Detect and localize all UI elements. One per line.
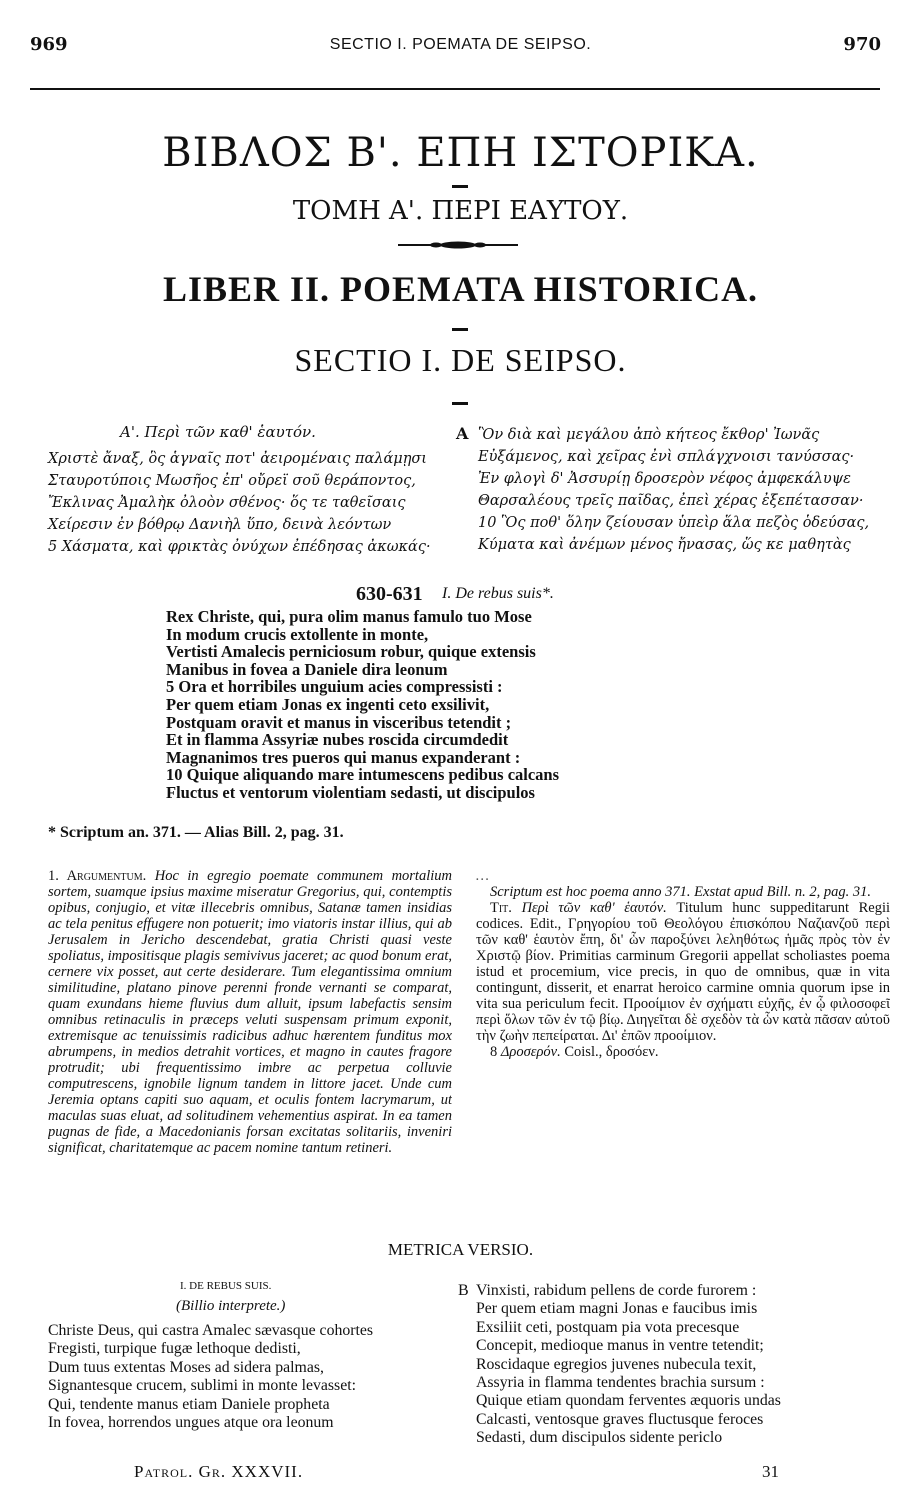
title-note-text: Titulum hunc suppeditarunt Regii codices. Edit., Γρηγορίου τοῦ Θεολόγου ἐπισκόπου Ναζιανζοῦ περὶ τῶν καθ' ἑαυτὸν ἔπη, δι' ὧν παροξύνει λεληθότως ἡμᾶς πρὸς τὸν ἐν Χριστῷ βίον. Primitias carminum Gregorii appellat scholiastes poema istud et procemium, vice precis, in quo de omnibus, quæ in vita contingunt, disserit, et enarrat heroico carmine omnia quorum ipse in vita sua periculum fecit. Προοίμιον ἐν σχήματι εὐχῆς, ἐν ᾧ φιλοσοφεῖ περὶ ὅλων τῶν ἐν τῷ βίῳ. Διηγεῖται δὲ σχεδὸν τὰ ὧν κατὰ πᾶσαν αὐτοῦ τὴν ζωὴν πεπείραται. Δι' ἐπῶν προοίμιον.: [476, 900, 890, 1044]
running-title: SECTIO I. POEMATA DE SEIPSO.: [329, 36, 592, 53]
verse-line: Quique etiam quondam ferventes æquoris undas: [476, 1392, 781, 1410]
prose-line: Postquam oravit et manus in visceribus tetendit ;: [166, 712, 512, 732]
verse-line: Per quem etiam magni Jonas e faucibus imis: [476, 1300, 758, 1318]
metrica-left-column: [48, 1322, 373, 1432]
prose-line: Fluctus et ventorum violentiam sedasti, ut discipulos: [166, 782, 535, 802]
greek-poem-right-column: [478, 424, 869, 556]
verse-line: Fregisti, turpique fugæ lethoque dedisti,: [48, 1340, 301, 1358]
verse-line: Exsiliit ceti, postquam pia vota precesque: [476, 1318, 740, 1336]
verse-line: Θαρσαλέους τρεῖς παῖδας, ἐπεὶ χέρας ἐξεπέτασσαν·: [478, 493, 864, 509]
title-dash: [452, 185, 468, 188]
greek-poem-left-column: [48, 448, 431, 558]
verse-line: Dum tuus extentas Moses ad sidera palmas,: [48, 1358, 324, 1376]
footer-sheet-number: 31: [762, 1462, 779, 1481]
metrica-right-column: [476, 1282, 781, 1448]
margin-letter: B: [458, 1282, 469, 1299]
verse-line: Χριστὲ ἄναξ, ὃς ἁγναῖς ποτ' ἀειρομέναις παλάμῃσι: [48, 451, 427, 467]
verse-line: Christe Deus, qui castra Amalec sævasque cohortes: [48, 1322, 374, 1339]
metrica-left-title: I. DE REBUS SUIS.: [180, 1280, 272, 1292]
note-number: 8: [490, 1044, 498, 1060]
verse-line: Signantesque crucem, sublimi in monte levasset:: [48, 1377, 356, 1395]
note-text: Coisl., δροσόεν.: [564, 1044, 659, 1060]
prose-line: Per quem etiam Jonas ex ingenti ceto exsilivit,: [166, 694, 490, 714]
prose-line: Vertisti Amalecis perniciosum robur, quique extensis: [166, 642, 536, 662]
prose-line: Rex Christe, qui, pura olim manus famulo tuo Mose: [166, 607, 532, 626]
metrica-heading: METRICA VERSIO.: [387, 1240, 534, 1259]
latin-prose-title: I. De rebus suis*.: [442, 585, 554, 602]
prose-line: Magnanimos tres pueros qui manus expanderant :: [166, 747, 521, 767]
greek-section-title: ΤΟΜΗ Α'. ΠΕΡΙ ΕΑΥΤΟΥ.: [292, 196, 629, 226]
verse-line: 10 Ὃς ποθ' ὅλην ζείουσαν ὑπεὶρ ἅλα πεζὸς ὁδεύσας,: [478, 515, 870, 531]
prose-line: Et in flamma Assyriæ nubes roscida circumdedit: [166, 730, 509, 750]
verse-line: Calcasti, ventosque graves fluctusque feroces: [476, 1410, 764, 1428]
running-header: [0, 34, 921, 60]
title-note-label: Tit.: [490, 900, 512, 916]
verse-line: 5 Χάσματα, καὶ φρικτὰς ὀνύχων ἐπέδησας ἀκωκάς·: [48, 539, 431, 555]
verse-line: Assyria in flamma tendentes brachia sursum :: [476, 1374, 765, 1392]
greek-poem-heading: Α'. Περὶ τῶν καθ' ἑαυτόν.: [120, 423, 316, 441]
verse-line: Ἔκλινας Ἀμαλὴκ ὀλοὸν σθένος· ὅς τε ταθεῖσαις: [48, 495, 406, 511]
title-note: [476, 900, 890, 1044]
greek-book-title: ΒΙΒΛΟΣ Β'. ΕΠΗ ΙΣΤΟΡΙΚΑ.: [162, 130, 759, 176]
verse-line: Σταυροτύποις Μωσῆος ἐπ' οὔρεϊ σοῦ θεράποντος,: [48, 473, 416, 489]
verse-line: Χείρεσιν ἐν βόθρῳ Δανιὴλ ὕπο, δεινὰ λεόντων: [48, 517, 392, 533]
margin-letter: A: [456, 424, 469, 443]
notes-right-column: [476, 868, 890, 1228]
metrica-left-subtitle: (Billio interprete.): [176, 1298, 286, 1314]
verse-line: Κύματα καὶ ἀνέμων μένος ἤνασας, ὥς κε μαθητὰς: [478, 537, 851, 553]
title-dash: [452, 402, 468, 405]
page-number-left: 969: [30, 34, 68, 55]
footer-signature: Patrol. Gr. XXXVII.: [134, 1462, 304, 1481]
header-rule: [30, 88, 880, 90]
notes-left-column: [48, 868, 452, 1240]
footnote: * Scriptum an. 371. — Alias Bill. 2, pag. 31.: [48, 824, 344, 841]
prose-line: 5 Ora et horribiles unguium acies compressisti :: [166, 677, 503, 697]
prose-line: 10 Quique aliquando mare intumescens pedibus calcans: [166, 765, 560, 785]
prose-line: Manibus in fovea a Daniele dira leonum: [166, 659, 448, 679]
title-dash: [452, 328, 468, 331]
verse-line: Qui, tendente manus etiam Daniele propheta: [48, 1395, 330, 1413]
latin-section-title: SECTIO I. DE SEIPSO.: [294, 342, 627, 378]
argument-text: Hoc in egregio poemate communem mortalium sortem, suamque ipsius maxime miseratur Gregorius, qui, contemptis opibus, conjugio, et vitæ illecebris omnibus, Satanæ tamen insidias ac tela penitus effugere non potuerit; imo viatoris instar illius, qui ab Jerusalem in Jericho descendebat, gratia Christi quasi veste spoliatus, impositisque plagis semivivus jaceret; ac quod bonum erat, cernere vix posset, aut certe desiderare. Tum elegantissima omnium similitudine, platano pinove perenni fronde vernanti se comparat, quam exundans hieme fluvius dum alluit, ipsum labefactis sensim omnibus retinaculis in præceps veluti suspensam primum exponit, extremisque ac tenuissimis radicibus adhuc hærentem funditus mox abrumpens, in medios detrahit vortices, et magno in cautes fragore protrudit; ubi frequentissimo imbre ac perpetua colluvie computrescens, ignobile lignum tandem in littore jacet. Unde cum Jeremia optans capiti suo aquam, et oculis fontem lacrymarum, ut maculas suas eluat, ad solitudinem vehementius aspirat. In ea tamen pugnas de fide, a Macedonianis forsan excitatas solitariis, inveniri significat, charitatemque ac pacem nomine tantum retineri.: [48, 868, 452, 1156]
column-numbers: 630-631: [356, 583, 423, 605]
verse-line: Sedasti, dum discipulos sidente periclo: [476, 1429, 723, 1447]
verse-line: In fovea, horrendos ungues atque ora leonum: [48, 1414, 334, 1432]
title-note-greek: Περὶ τῶν καθ' ἑαυτόν.: [521, 900, 667, 916]
verse-line: Concepit, medioque manus in ventre tetendit;: [476, 1337, 764, 1355]
verse-note-8: [476, 1044, 890, 1060]
verse-line: Vinxisti, rabidum pellens de corde furorem :: [476, 1282, 757, 1299]
page-number-right: 970: [843, 34, 881, 55]
note-lemma: Δροσερόν.: [500, 1044, 561, 1060]
ornament-rule: [398, 241, 518, 249]
latin-book-title: LIBER II. POEMATA HISTORICA.: [162, 269, 759, 309]
verse-line: Ἐν φλογὶ δ' Ἀσσυρίῃ δροσερὸν νέφος ἀμφεκάλυψε: [478, 471, 851, 487]
verse-line: Ὃν διὰ καὶ μεγάλου ἀπὸ κήτεος ἔκθορ' Ἰωνᾶς: [478, 427, 820, 443]
argument-label: 1. Argumentum.: [48, 868, 147, 884]
verse-line: Εὐξάμενος, καὶ χεῖρας ἐνὶ σπλάγχνοισι τανύσσας·: [478, 449, 855, 465]
scriptum-note: Scriptum est hoc poema anno 371. Exstat apud Bill. n. 2, pag. 31.: [490, 884, 871, 900]
prose-line: In modum crucis extollente in monte,: [166, 624, 429, 644]
argument-continuation-marker: …: [476, 868, 489, 884]
verse-line: Roscidaque egregios juvenes nubecula texit,: [476, 1355, 757, 1373]
latin-prose-translation: [166, 608, 559, 802]
